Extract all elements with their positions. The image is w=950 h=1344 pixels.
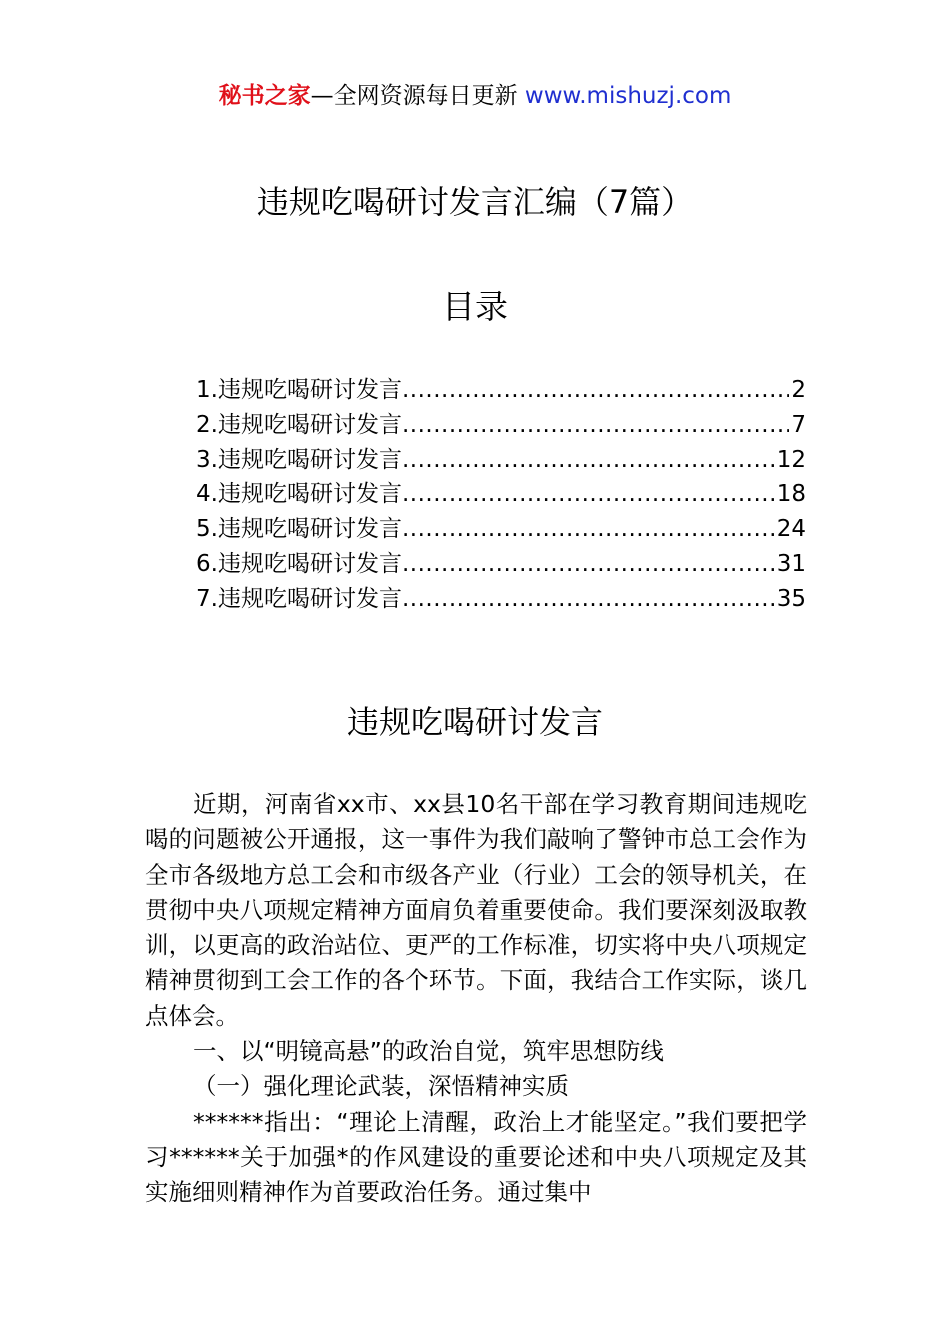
toc-page-number: 2 xyxy=(791,377,806,403)
site-url-link[interactable]: www.mishuzj.com xyxy=(524,83,732,109)
toc-entry-5[interactable] xyxy=(196,512,806,547)
toc-leader-dots xyxy=(402,373,789,408)
toc-leader-dots xyxy=(402,408,789,443)
toc-entry-label: 6.违规吃喝研讨发言 xyxy=(196,550,402,577)
toc-leader-dots xyxy=(402,443,775,478)
toc-entry-label: 2.违规吃喝研讨发言 xyxy=(196,411,402,438)
toc-heading: 目录 xyxy=(442,287,508,326)
body-text xyxy=(145,787,807,1211)
toc-leader-dots xyxy=(402,477,775,512)
toc-page-number: 31 xyxy=(776,550,806,577)
toc-entry-label: 1.违规吃喝研讨发言 xyxy=(196,377,402,403)
toc-entry-7[interactable] xyxy=(196,582,806,617)
toc-page-number: 24 xyxy=(776,516,806,543)
toc-leader-dots xyxy=(402,582,775,617)
toc-entry-label: 7.违规吃喝研讨发言 xyxy=(196,585,402,612)
table-of-contents xyxy=(196,373,806,617)
body-paragraph: 近期，河南省xx市、xx县10名干部在学习教育期间违规吃喝的问题被公开通报，这一事件为我们敲响了警钟市总工会作为全市各级地方总工会和市级各产业（行业）工会的领导机关，在贯彻中央八项规定精神方面肩负着重要使命。我们要深刻汲取教训，以更高的政治站位、更严的工作标准，切实将中央八项规定精神贯彻到工会工作的各个环节。下面，我结合工作实际，谈几点体会。 xyxy=(145,790,807,1030)
site-header xyxy=(0,80,950,112)
toc-entry-4[interactable] xyxy=(196,477,806,512)
subsection-heading: （一）强化理论武装，深悟精神实质 xyxy=(193,1072,569,1101)
toc-entry-label: 3.违规吃喝研讨发言 xyxy=(196,446,402,473)
toc-entry-label: 5.违规吃喝研讨发言 xyxy=(196,516,402,543)
toc-entry-6[interactable] xyxy=(196,547,806,582)
section-title: 违规吃喝研讨发言 xyxy=(346,703,603,741)
toc-page-number: 12 xyxy=(776,446,806,473)
document-title: 违规吃喝研讨发言汇编（7篇） xyxy=(256,183,694,221)
toc-entry-1[interactable] xyxy=(196,373,806,408)
toc-page-number: 7 xyxy=(791,411,806,438)
body-paragraph: ******指出：“理论上清醒，政治上才能坚定。”我们要把学习******关于加强*的作风建设的重要论述和中央八项规定及其实施细则精神作为首要政治任务。通过集中 xyxy=(145,1107,807,1207)
toc-entry-label: 4.违规吃喝研讨发言 xyxy=(196,481,402,508)
brand-name: 秘书之家 xyxy=(218,83,311,109)
toc-leader-dots xyxy=(402,547,775,582)
toc-entry-3[interactable] xyxy=(196,443,806,478)
toc-page-number: 35 xyxy=(776,585,806,612)
toc-page-number: 18 xyxy=(776,481,806,508)
site-tagline: —全网资源每日更新 xyxy=(310,83,525,109)
toc-leader-dots xyxy=(402,512,775,547)
section-heading: 一、以“明镜高悬”的政治自觉，筑牢思想防线 xyxy=(193,1037,664,1066)
toc-entry-2[interactable] xyxy=(196,408,806,443)
